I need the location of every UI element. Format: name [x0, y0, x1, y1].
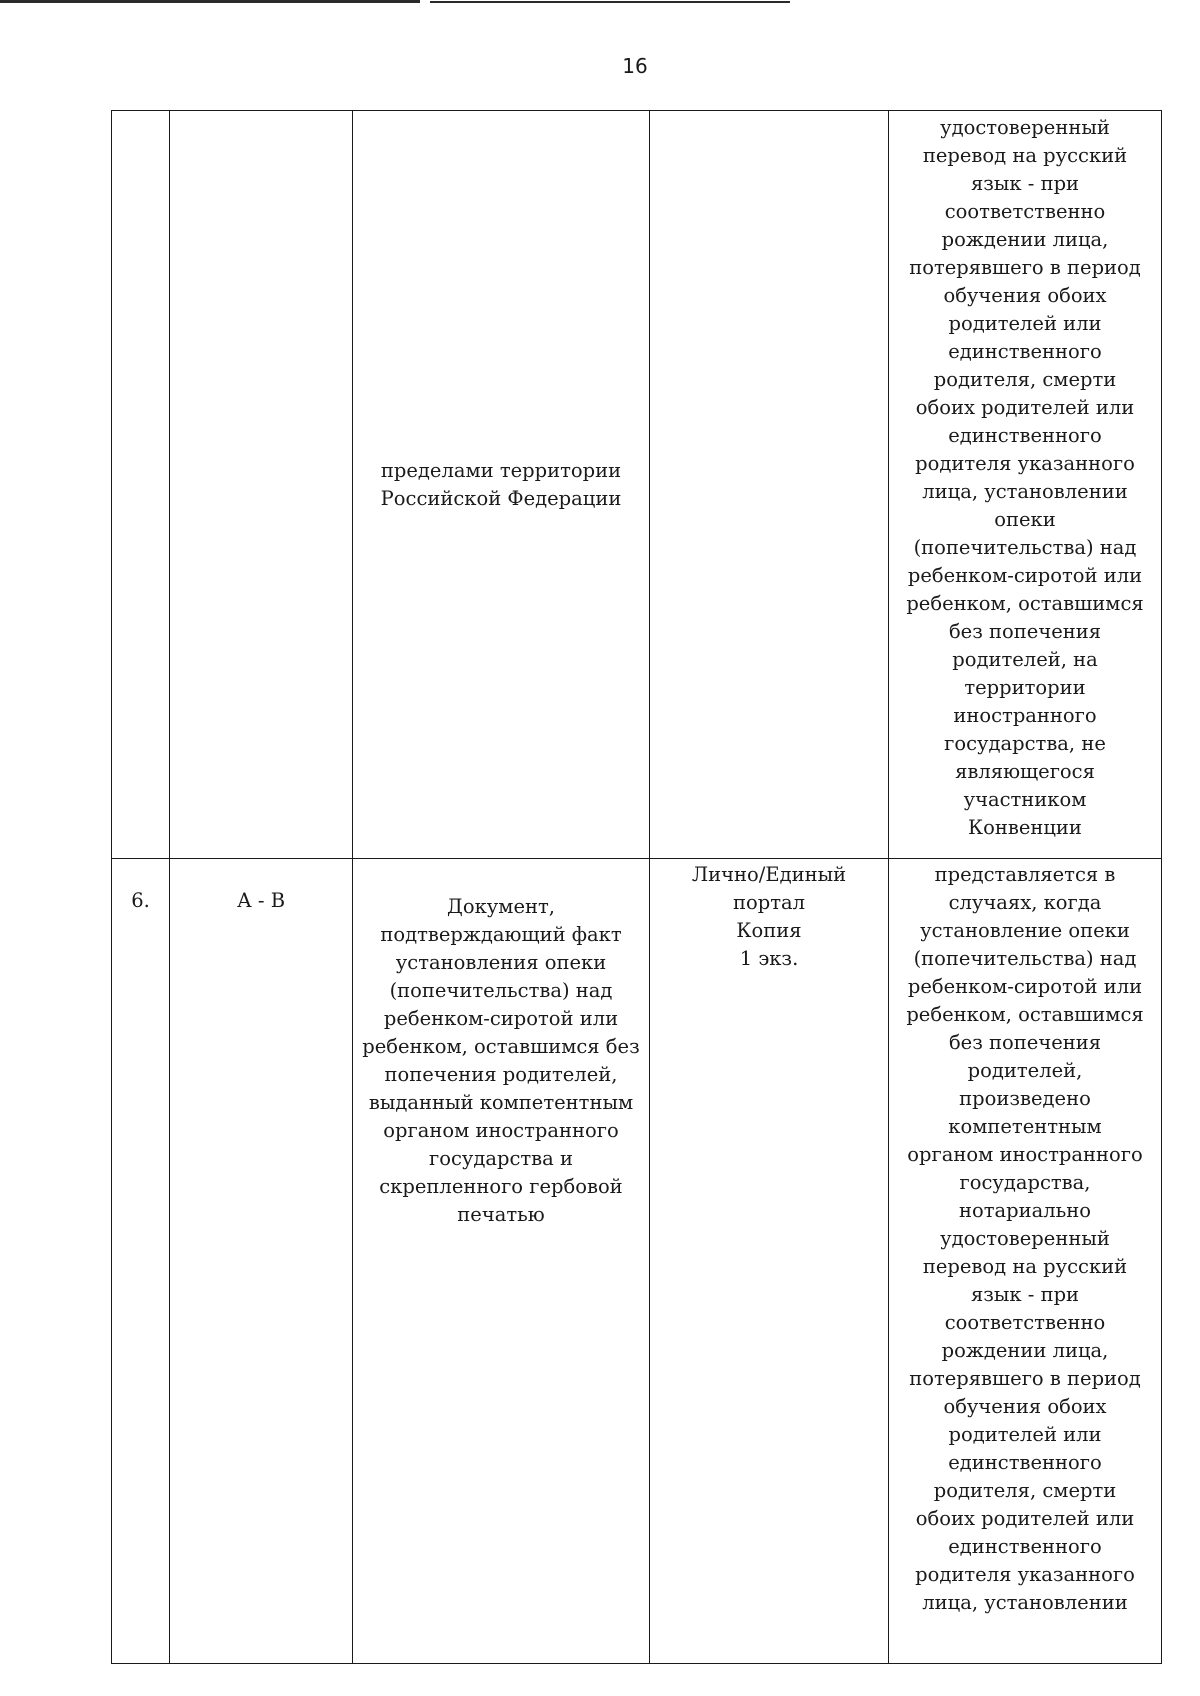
text-line: пределами территории	[380, 458, 622, 482]
page-number-text: 16	[622, 54, 648, 78]
text-line: подтверждающий факт	[380, 923, 622, 946]
cell-text	[357, 457, 645, 513]
text-line: рождении лица,	[941, 228, 1109, 251]
text-line: родителей или	[948, 312, 1102, 335]
cell-text	[654, 861, 884, 973]
table-row	[112, 859, 1162, 1664]
text-line: Российской Федерации	[380, 486, 622, 510]
text-line: перевод на русский	[922, 1255, 1128, 1278]
text-line: удостоверенный	[940, 116, 1110, 139]
text-line: нотариально	[959, 1199, 1091, 1222]
text-line: случаях, когда	[948, 891, 1102, 914]
text-line: (попечительства) над	[913, 947, 1137, 970]
text-line: язык - при	[970, 1283, 1080, 1306]
cell-notes	[889, 111, 1162, 859]
table-row	[112, 111, 1162, 859]
text-line: являющегося	[955, 760, 1095, 783]
text-line: ребенком-сиротой или	[907, 975, 1143, 998]
text-line: родителей или	[948, 1423, 1102, 1446]
text-line: без попечения	[948, 1031, 1102, 1054]
cell-document	[353, 111, 650, 859]
text-line: родителей,	[967, 1059, 1083, 1082]
text-line: удостоверенный	[940, 1227, 1110, 1250]
text-line: ребенком, оставшимся без	[362, 1035, 640, 1058]
text-line: родителей, на	[952, 648, 1098, 671]
page-number	[0, 54, 1200, 78]
text-line: лица, установлении	[922, 1591, 1128, 1614]
text-line: обоих родителей или	[915, 396, 1135, 419]
text-line: попечения родителей,	[384, 1063, 618, 1086]
text-line: произведено	[959, 1087, 1091, 1110]
text-line: перевод на русский	[922, 144, 1128, 167]
text-line: единственного	[948, 1535, 1102, 1558]
document-table	[111, 110, 1162, 1664]
text-line: Документ,	[447, 895, 555, 918]
cell-category	[170, 859, 353, 1664]
text-line: обоих родителей или	[915, 1507, 1135, 1530]
cell-text	[357, 893, 645, 1229]
text-line: потерявшего в период	[909, 1367, 1141, 1390]
text-line: ребенком, оставшимся	[906, 1003, 1144, 1026]
cell-submission	[650, 859, 889, 1664]
cell-text	[893, 861, 1157, 1617]
text-line: участником	[963, 788, 1087, 811]
text-line: единственного	[948, 424, 1102, 447]
text-line: без попечения	[948, 620, 1102, 643]
text-line: Лично/Единый	[691, 863, 847, 886]
cell-notes	[889, 859, 1162, 1664]
top-scan-rule	[0, 0, 420, 3]
text-line: государства, не	[944, 732, 1106, 755]
text-line: государства и	[429, 1147, 573, 1170]
text-line: (попечительства) над	[913, 536, 1137, 559]
text-line: органом иностранного	[907, 1143, 1143, 1166]
text-line: компетентным	[948, 1115, 1102, 1138]
text-line: иностранного	[953, 704, 1097, 727]
text-line: соответственно	[944, 1311, 1106, 1334]
text-line: портал	[732, 891, 806, 914]
text-line: опеки	[994, 508, 1056, 531]
text-line: ребенком-сиротой или	[383, 1007, 619, 1030]
text-line: обучения обоих	[943, 284, 1107, 307]
text-line: соответственно	[944, 200, 1106, 223]
cell-document	[353, 859, 650, 1664]
text-line: Конвенции	[968, 816, 1082, 839]
text-line: лица, установлении	[922, 480, 1128, 503]
text-line: скрепленного гербовой	[379, 1175, 623, 1198]
text-line: потерявшего в период	[909, 256, 1141, 279]
text-line: государства,	[959, 1171, 1091, 1194]
text-line: 1 экз.	[739, 947, 799, 970]
row-category: А - В	[236, 889, 286, 912]
text-line: родителя указанного	[915, 1563, 1135, 1586]
cell-submission	[650, 111, 889, 859]
text-line: язык - при	[970, 172, 1080, 195]
text-line: установления опеки	[395, 951, 607, 974]
text-line: печатью	[457, 1203, 545, 1226]
cell-text	[893, 114, 1157, 842]
text-line: единственного	[948, 1451, 1102, 1474]
text-line: единственного	[948, 340, 1102, 363]
text-line: территории	[964, 676, 1086, 699]
text-line: родителя, смерти	[933, 368, 1117, 391]
cell-number	[112, 859, 170, 1664]
text-line: органом иностранного	[383, 1119, 619, 1142]
text-line: родителя указанного	[915, 452, 1135, 475]
text-line: выданный компетентным	[368, 1091, 634, 1114]
text-line: установление опеки	[920, 919, 1130, 942]
row-number: 6.	[131, 889, 150, 912]
text-line: (попечительства) над	[389, 979, 613, 1002]
text-line: родителя, смерти	[933, 1479, 1117, 1502]
text-line: представляется в	[934, 863, 1116, 886]
text-line: обучения обоих	[943, 1395, 1107, 1418]
top-scan-rule	[430, 1, 790, 3]
cell-number	[112, 111, 170, 859]
text-line: Копия	[736, 919, 802, 942]
text-line: рождении лица,	[941, 1339, 1109, 1362]
text-line: ребенком, оставшимся	[906, 592, 1144, 615]
cell-category	[170, 111, 353, 859]
text-line: ребенком-сиротой или	[907, 564, 1143, 587]
